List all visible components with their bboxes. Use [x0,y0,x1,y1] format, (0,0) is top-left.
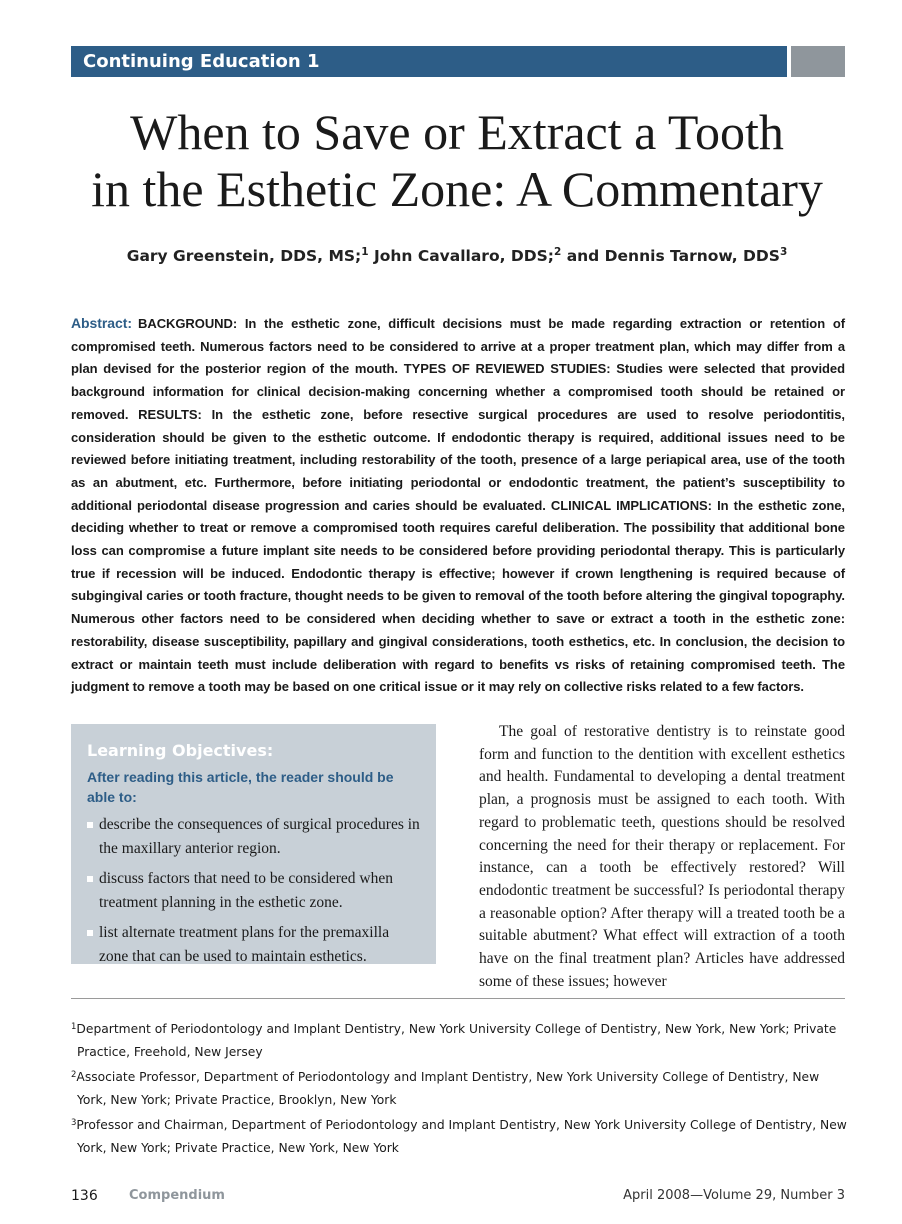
square-bullet-icon [87,822,93,828]
author-name: John Cavallaro, DDS; [368,247,554,265]
title-line-2: in the Esthetic Zone: A Commentary [91,161,823,217]
footnote-number: 1 [71,1022,77,1032]
abstract-text: BACKGROUND: In the esthetic zone, difficult decisions must be made regarding extraction or retention of compromised teeth. Numerous factors need to be considered to arrive at a proper treatment plan, which may differ from a plan devised for the posterior region of the mouth. TYPES OF REVIEWED STUDIES: Studies were selected that provided background information for clinical decision-making concerning whether a compromised tooth should be retained or removed. RESULTS: In the esthetic zone, before resective surgical procedures are used to resolve periodontitis, consideration should be given to the esthetic outcome. If endodontic therapy is required, additional issues need to be reviewed before initiating treatment, including restorability of the tooth, presence of a large periapical area, use of the tooth as an abutment, etc. Furthermore, before initiating periodontal or endodontic treatment, the patient’s susceptibility to additional periodontal disease progression and caries should be evaluated. CLINICAL IMPLICATIONS: In the esthetic zone, deciding whether to treat or remove a compromised tooth requires careful deliberation. The possibility that additional bone loss can compromise a future implant site needs to be considered before providing periodontal therapy. This is particularly true if recession will be induced. Endodontic therapy is effective; however if crown lengthening is required because of subgingival caries or tooth fracture, thought needs to be given to removal of the tooth before altering the gingival topography. Numerous other factors need to be considered when deciding whether to save or extract a tooth in the esthetic zone: restorability, disease susceptibility, papillary and gingival considerations, tooth esthetics, etc. In conclusion, the decision to extract or maintain teeth must include deliberation with regard to benefits vs risks of retaining compromised teeth. The judgment to remove a tooth may be based on one critical issue or it may rely on collective risks related to a few factors. [71,316,845,695]
footnote-text: Department of Periodontology and Implant Dentistry, New York University College of Dentistry, New York, New York; Private Practice, Freehold, New Jersey [76,1022,837,1059]
header-accent-block [791,46,845,77]
abstract [71,312,845,699]
objectives-title: Learning Objectives: [87,741,274,760]
objective-text: describe the consequences of surgical procedures in the maxillary anterior region. [99,816,420,857]
author-name: Gary Greenstein, DDS, MS; [126,247,362,265]
author-affiliation-mark: 3 [779,246,788,258]
section-header: Continuing Education 1 [71,46,787,77]
page-number: 136 [71,1188,98,1204]
issue-info: April 2008—Volume 29, Number 3 [623,1188,845,1203]
footnote [71,1016,851,1064]
objective-item [87,813,422,861]
author-name: and Dennis Tarnow, DDS [561,247,780,265]
square-bullet-icon [87,930,93,936]
objective-item [87,867,422,915]
footnote-number: 2 [71,1070,77,1080]
footnote-text: Professor and Chairman, Department of Periodontology and Implant Dentistry, New York University College of Dentistry, New York, New York; Private Practice, New York, New York [76,1118,847,1155]
journal-name: Compendium [129,1188,225,1203]
objectives-list [87,813,422,969]
footnote-number: 3 [71,1118,77,1128]
author-affiliation-mark: 1 [361,246,369,258]
author-affiliation-mark: 2 [553,246,562,258]
objective-text: discuss factors that need to be considered when treatment planning in the esthetic zone. [99,870,393,911]
footnote-text: Associate Professor, Department of Periodontology and Implant Dentistry, New York University College of Dentistry, New York, New York; Private Practice, Brooklyn, New York [76,1070,820,1107]
square-bullet-icon [87,876,93,882]
footnote [71,1112,851,1160]
footnote-divider [71,998,845,999]
learning-objectives-box [71,724,436,964]
abstract-label: Abstract: [71,315,133,331]
title-line-1: When to Save or Extract a Tooth [130,104,784,160]
footnotes [71,1016,851,1160]
footnote [71,1064,851,1112]
objectives-intro: After reading this article, the reader should be able to: [87,769,394,805]
body-paragraph: The goal of restorative dentistry is to reinstate good form and function to the dentition with excellent esthetics and health. Fundamental to developing a dental treatment plan, a prognosis must be assigned to each tooth. With regard to problematic teeth, questions should be resolved concerning the need for their therapy or replacement. For instance, can a tooth be effectively restored? Will endodontic treatment be successful? Is periodontal therapy a reasonable option? After therapy will a treated tooth be a suitable abutment? What effect will extraction of a tooth have on the final treatment plan? Articles have addressed some of these issues; however [479,723,845,990]
article-title [60,104,854,218]
page-footer [71,1186,845,1206]
author-list [60,240,854,268]
objective-item [87,921,422,969]
objective-text: list alternate treatment plans for the premaxilla zone that can be used to maintain esthetics. [99,924,390,965]
